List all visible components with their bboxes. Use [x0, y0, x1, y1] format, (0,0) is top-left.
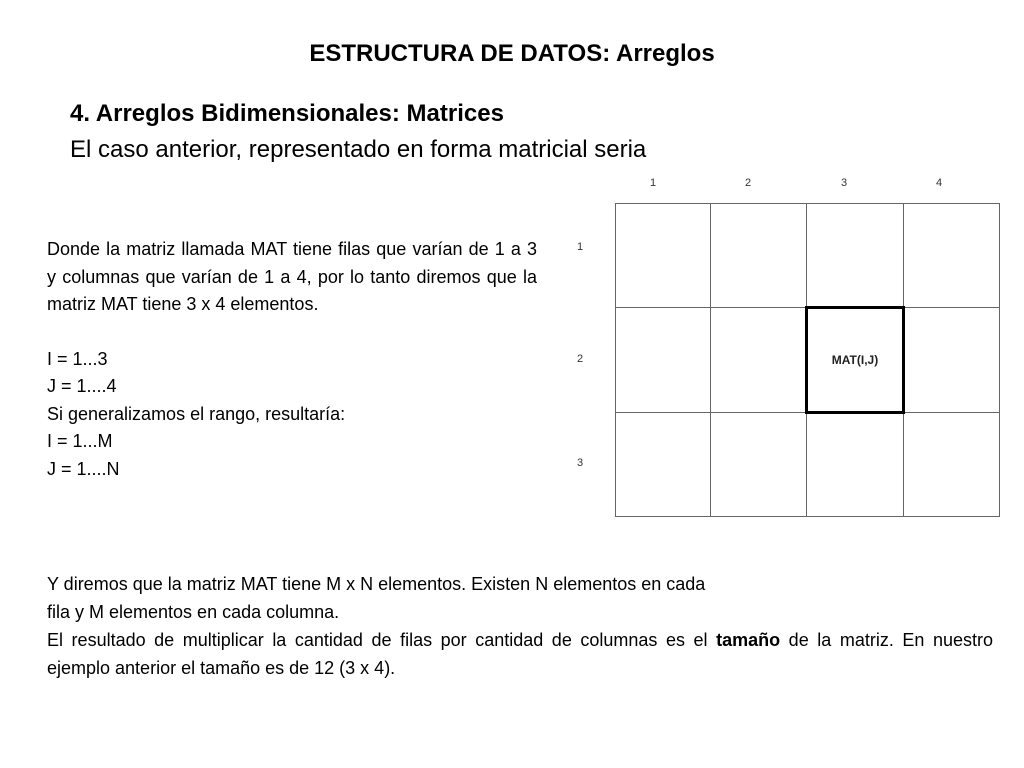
row-label-3: 3 — [577, 457, 584, 469]
column-label-4: 4 — [936, 177, 943, 189]
matrix-cell — [711, 413, 807, 517]
conclusion-line-1: Y diremos que la matriz MAT tiene M x N elementos. Existen N elementos en cada — [47, 574, 706, 594]
row-label-1: 1 — [577, 241, 584, 253]
matrix-description — [47, 236, 537, 483]
column-label-3: 3 — [841, 177, 848, 189]
matrix-grid — [615, 203, 1000, 517]
range-i: I = 1...3 — [47, 348, 108, 369]
matrix-cell — [616, 204, 711, 308]
size-text-before: El resultado de multiplicar la cantidad de filas por cantidad de columnas es el — [47, 630, 717, 650]
intro-text: El caso anterior, representado en forma matricial seria — [70, 136, 647, 163]
matrix-cell — [904, 413, 1000, 517]
slide-title: ESTRUCTURA DE DATOS: Arreglos — [309, 40, 715, 67]
conclusion-line-2: fila y M elementos en cada columna. — [47, 602, 340, 622]
matrix-cell — [616, 413, 711, 517]
range-j-general: J = 1....N — [47, 458, 120, 479]
highlighted-cell-mat-ij: MAT(I,J) — [807, 308, 904, 413]
matrix-cell — [711, 308, 807, 413]
matrix-cell — [807, 413, 904, 517]
row-label-2: 2 — [577, 353, 584, 365]
size-paragraph — [47, 626, 993, 682]
matrix-cell — [711, 204, 807, 308]
matrix-cell — [616, 308, 711, 413]
size-term: tamaño — [716, 630, 781, 650]
section-subtitle: 4. Arreglos Bidimensionales: Matrices — [70, 100, 504, 127]
range-j: J = 1....4 — [47, 376, 117, 396]
description-paragraph: Donde la matriz llamada MAT tiene filas que varían de 1 a 3 y columnas que varían de 1 a 4, por lo tanto diremos que la matriz MAT tiene 3 x 4 elementos. — [47, 239, 537, 314]
matrix-cell — [807, 204, 904, 308]
matrix-cell — [904, 308, 1000, 413]
column-label-1: 1 — [650, 177, 657, 189]
matrix-cell — [904, 204, 1000, 308]
column-label-2: 2 — [745, 177, 752, 189]
range-i-general: I = 1...M — [47, 431, 113, 451]
conclusion-text — [47, 570, 993, 682]
size-text-after: de la matriz. En nuestro ejemplo anterior el tamaño es de 12 (3 x 4). — [47, 630, 993, 678]
generalize-text: Si generalizamos el rango, resultaría: — [47, 403, 346, 424]
